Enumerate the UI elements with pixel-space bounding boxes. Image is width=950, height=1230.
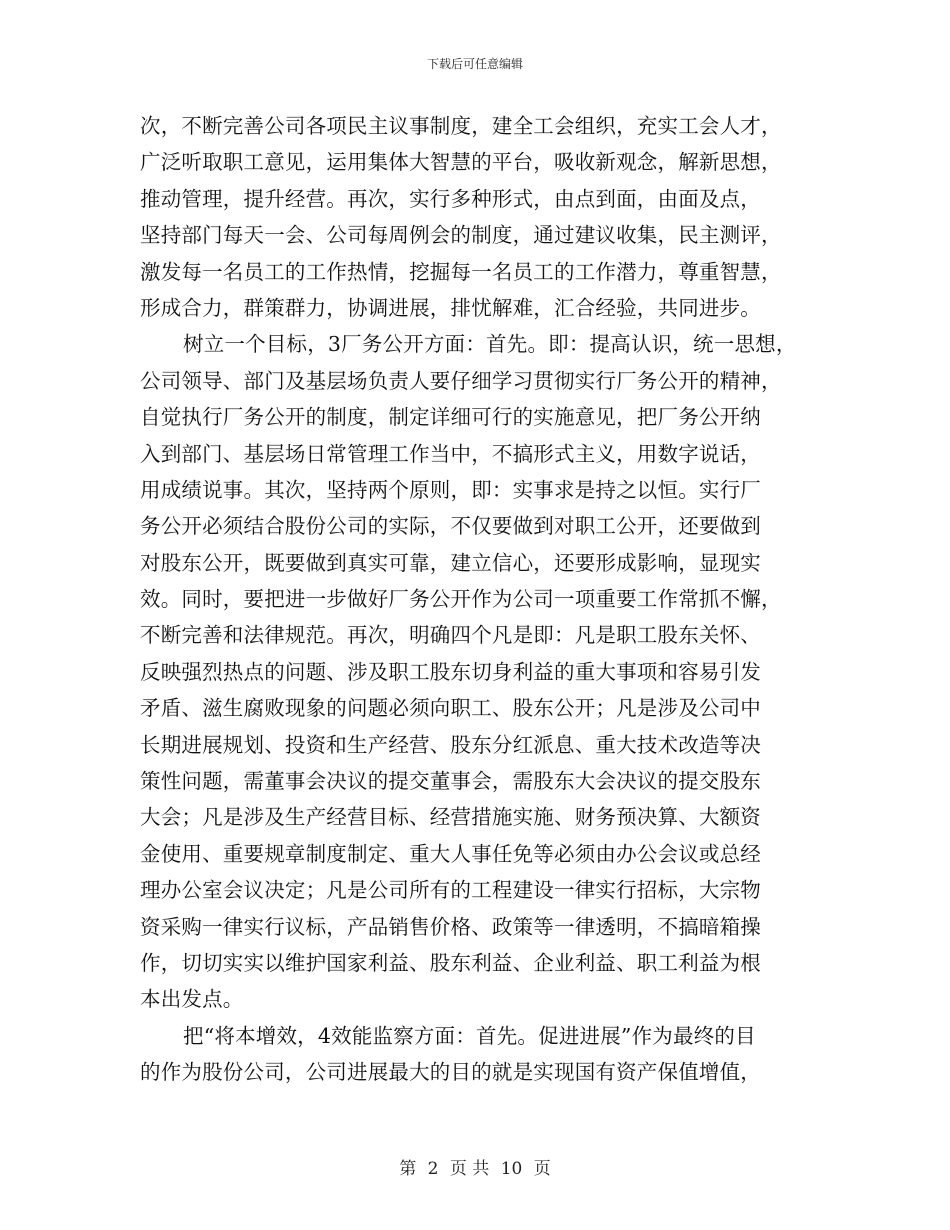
text-line: 效。同时，要把进一步做好厂务公开作为公司一项重要工作常抓不懈， — [140, 587, 782, 612]
footer-prefix: 第 — [399, 1159, 417, 1179]
text-line: 资采购一律实行议标，产品销售价格、政策等一律透明，不搞暗箱操 — [140, 914, 761, 939]
text-line: 广泛听取职工意见，运用集体大智慧的平台，吸收新观念，解新思想， — [140, 150, 782, 175]
footer-page-number: 2 — [427, 1159, 439, 1179]
text-line: 次，不断完善公司各项民主议事制度，建全工会组织，充实工会人才， — [140, 114, 782, 138]
text-line: 大会；凡是涉及生产经营目标、经营措施实施、财务预决算、大额资 — [140, 805, 761, 830]
text-line: 激发每一名员工的工作热情，挖掘每一名员工的工作潜力，尊重智慧， — [140, 259, 782, 284]
text-line: 矛盾、滋生腐败现象的问题必须向职工、股东公开；凡是涉及公司中 — [140, 696, 761, 721]
text-line: 不断完善和法律规范。再次，明确四个凡是即：凡是职工股东关怀、 — [140, 623, 761, 648]
text-line: 入到部门、基层场日常管理工作当中，不搞形式主义，用数字说话， — [140, 441, 761, 466]
text-line: 本出发点。 — [140, 987, 244, 1012]
footer-middle: 页 共 — [449, 1159, 490, 1179]
page-header: 下载后可任意编辑 — [426, 57, 523, 71]
text-line: 金使用、重要规章制度制定、重大人事任免等必须由办公会议或总经 — [140, 841, 761, 866]
text-line: 作，切切实实以维护国家利益、股东利益、企业利益、职工利益为根 — [140, 950, 761, 975]
text-line: 长期进展规划、投资和生产经营、股东分红派息、重大技术改造等决 — [140, 732, 761, 757]
text-line: 用成绩说事。其次，坚持两个原则，即：实事求是持之以恒。实行厂 — [140, 477, 761, 502]
text-line: 策性问题，需董事会决议的提交董事会，需股东大会决议的提交股东 — [140, 769, 761, 794]
document-body — [140, 108, 830, 1091]
text-line: 自觉执行厂务公开的制度，制定详细可行的实施意见，把厂务公开纳 — [140, 405, 761, 430]
text-line: 反映强烈热点的问题、涉及职工股东切身利益的重大事项和容易引发 — [140, 659, 761, 684]
text-line: 形成合力，群策群力，协调进展，排忧解难，汇合经验，共同进步。 — [140, 295, 761, 320]
page-footer — [0, 1154, 950, 1179]
footer-total-pages: 10 — [500, 1159, 523, 1179]
footer-suffix: 页 — [533, 1159, 551, 1179]
text-line: 树立一个目标，3厂务公开方面：首先。即：提高认识，统一思想， — [183, 332, 797, 357]
text-line: 理办公室会议决定；凡是公司所有的工程建设一律实行招标，大宗物 — [140, 878, 761, 903]
text-line: 推动管理，提升经营。再次，实行多种形式，由点到面，由面及点， — [140, 186, 761, 211]
text-line: 把“将本增效，4效能监察方面：首先。促进进展”作为最终的目 — [183, 1023, 756, 1048]
text-line: 务公开必须结合股份公司的实际，不仅要做到对职工公开，还要做到 — [140, 514, 761, 539]
text-line: 对股东公开，既要做到真实可靠，建立信心，还要形成影响，显现实 — [140, 550, 761, 575]
text-line: 的作为股份公司，公司进展最大的目的就是实现国有资产保值增值， — [140, 1060, 761, 1085]
text-line: 坚持部门每天一会、公司每周例会的制度，通过建议收集，民主测评， — [140, 223, 782, 248]
text-line: 公司领导、部门及基层场负责人要仔细学习贯彻实行厂务公开的精神， — [140, 368, 782, 393]
